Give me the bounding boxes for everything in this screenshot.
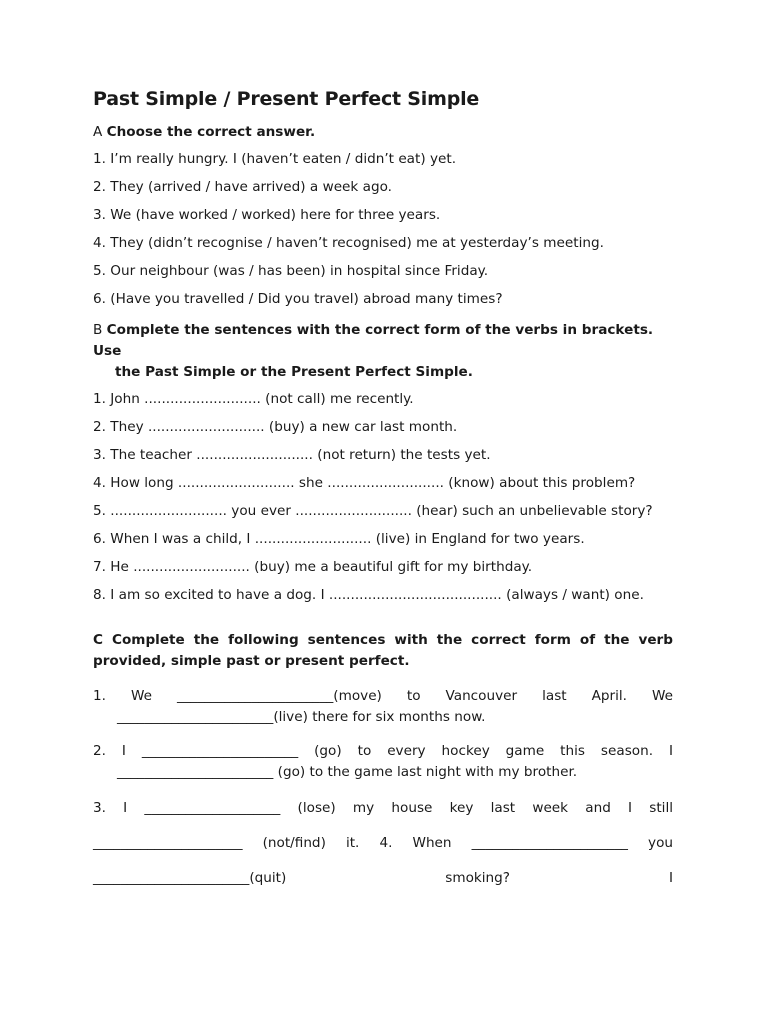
page-title: Past Simple / Present Perfect Simple — [93, 88, 480, 110]
section-b-item-1: 1. John ........................... (not call) me recently. — [93, 391, 414, 407]
section-c-heading — [93, 630, 673, 672]
section-a — [93, 122, 673, 310]
section-b-instruction-line2: the Past Simple or the Present Perfect Simple. — [115, 364, 473, 380]
section-a-letter: A — [93, 124, 103, 140]
worksheet-page — [93, 88, 673, 896]
section-c — [93, 630, 673, 896]
section-c-item-1-line-2: _______________________(live) there for six months now. — [117, 709, 486, 725]
section-a-item-4: 4. They (didn’t recognise / haven’t recognised) me at yesterday’s meeting. — [93, 235, 604, 251]
section-a-item-3: 3. We (have worked / worked) here for three years. — [93, 207, 441, 223]
section-a-item-6: 6. (Have you travelled / Did you travel) abroad many times? — [93, 291, 503, 307]
section-a-item-5: 5. Our neighbour (was / has been) in hospital since Friday. — [93, 263, 489, 279]
section-a-heading — [93, 122, 673, 143]
section-a-item-1: 1. I’m really hungry. I (haven’t eaten / didn’t eat) yet. — [93, 151, 457, 167]
section-c-item-3-line-3: _______________________(quit) smoking? I — [93, 870, 673, 886]
section-c-item-3-line-1: 3. I ____________________ (lose) my house key last week and I still — [93, 800, 673, 816]
section-b — [93, 320, 673, 606]
section-c-item-2-line-2: _______________________ (go) to the game last night with my brother. — [117, 764, 578, 780]
section-a-item-2: 2. They (arrived / have arrived) a week ago. — [93, 179, 392, 195]
section-c-instruction: C Complete the following sentences with the correct form of the verb provided, simple past or present perfect. — [93, 632, 673, 669]
section-c-item-3-line-2: ______________________ (not/find) it. 4. When _______________________ you — [93, 835, 673, 851]
section-b-item-7: 7. He ........................... (buy) me a beautiful gift for my birthday. — [93, 559, 533, 575]
section-c-item-2-line-1: 2. I _______________________ (go) to every hockey game this season. I — [93, 743, 673, 759]
section-c-item-1-line-1: 1. We _______________________(move) to Vancouver last April. We — [93, 688, 673, 704]
section-b-item-5: 5. ........................... you ever ........................... (hear) such an unbelievable story? — [93, 503, 653, 519]
section-b-item-2: 2. They ........................... (buy) a new car last month. — [93, 419, 458, 435]
section-a-instruction: Choose the correct answer. — [106, 124, 316, 140]
section-b-instruction-line1: Complete the sentences with the correct form of the verbs in brackets. Use — [93, 322, 654, 359]
section-b-item-6: 6. When I was a child, I ........................... (live) in England for two years. — [93, 531, 585, 547]
section-c-item-2 — [93, 741, 673, 783]
section-b-letter: B — [93, 322, 103, 338]
section-b-item-3: 3. The teacher ........................... (not return) the tests yet. — [93, 447, 491, 463]
section-b-item-4: 4. How long ........................... she ........................... (know) about this problem? — [93, 475, 636, 491]
section-c-item-1 — [93, 686, 673, 728]
section-c-item-3 — [93, 791, 673, 896]
section-b-heading — [93, 320, 673, 383]
section-b-item-8: 8. I am so excited to have a dog. I ........................................ (always / want) one. — [93, 587, 644, 603]
